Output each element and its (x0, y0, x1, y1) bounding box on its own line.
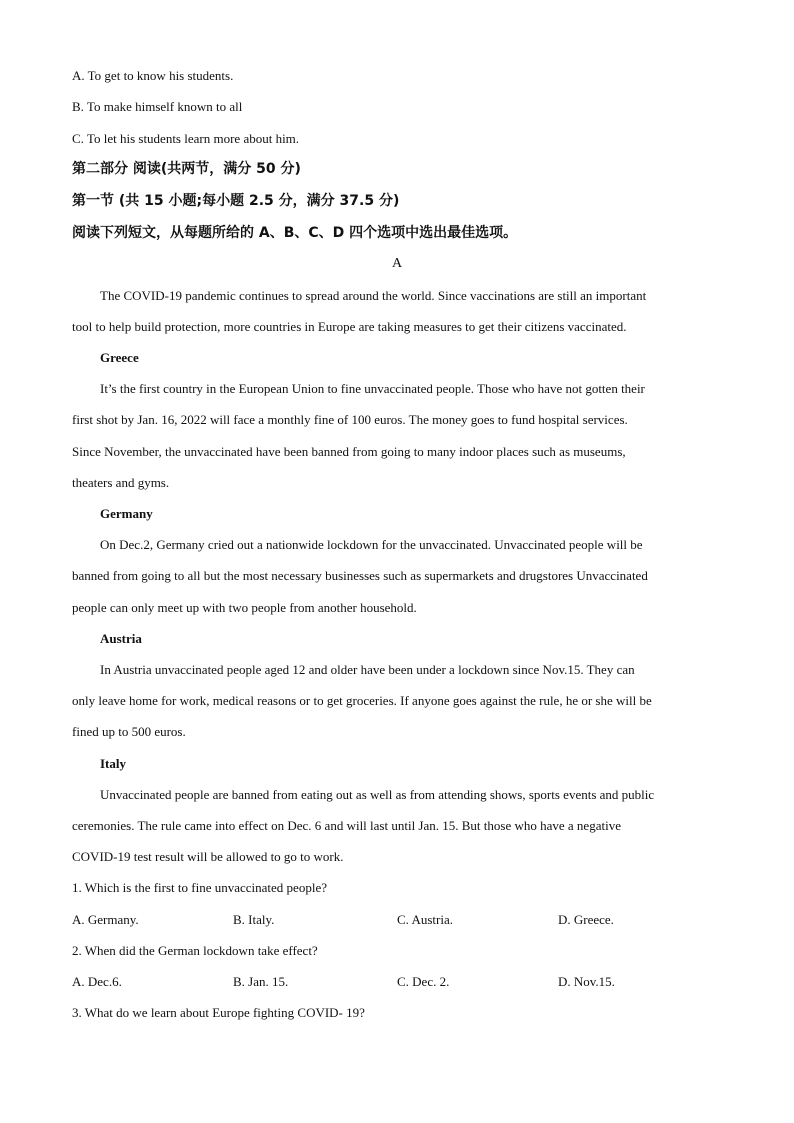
germany-line-3: people can only meet up with two people from another household. (72, 600, 417, 615)
section-title: 第二部分 阅读(共两节，满分 50 分) (72, 161, 301, 177)
question-2-stem: 2. When did the German lockdown take effect? (72, 943, 318, 958)
q2-option-d: D. Nov.15. (558, 974, 615, 989)
italy-line-3: COVID-19 test result will be allowed to go to work. (72, 849, 344, 864)
intro-line-1: The COVID-19 pandemic continues to spread around the world. Since vaccinations are still an important (100, 288, 647, 303)
germany-line-2: banned from going to all but the most necessary businesses such as supermarkets and drugstores Unvaccinated (72, 568, 648, 583)
austria-line-1: In Austria unvaccinated people aged 12 and older have been under a lockdown since Nov.15. They can (100, 662, 635, 677)
passage-label: A (391, 256, 403, 271)
q1-option-b: B. Italy. (233, 912, 275, 927)
q2-option-b: B. Jan. 15. (233, 974, 289, 989)
greece-line-1: It’s the first country in the European Union to fine unvaccinated people. Those who have not gotten their (100, 381, 645, 396)
subsection-title: 第一节 (共 15 小题;每小题 2.5 分，满分 37.5 分) (72, 193, 400, 209)
prev-option-b: B. To make himself known to all (72, 99, 243, 114)
italy-line-1: Unvaccinated people are banned from eating out as well as from attending shows, sports events and public (100, 787, 655, 802)
prev-option-a: A. To get to know his students. (72, 68, 234, 83)
italy-line-2: ceremonies. The rule came into effect on Dec. 6 and will last until Jan. 15. But those who have a negative (72, 818, 621, 833)
germany-line-1: On Dec.2, Germany cried out a nationwide lockdown for the unvaccinated. Unvaccinated people will be (100, 537, 643, 552)
q1-option-a: A. Germany. (72, 912, 139, 927)
greece-line-3: Since November, the unvaccinated have been banned from going to many indoor places such as museums, (72, 444, 626, 459)
italy-heading: Italy (100, 756, 126, 771)
austria-heading: Austria (100, 631, 142, 646)
greece-line-2: first shot by Jan. 16, 2022 will face a monthly fine of 100 euros. The money goes to fund hospital services. (72, 412, 628, 427)
austria-line-3: fined up to 500 euros. (72, 724, 186, 739)
prev-option-c: C. To let his students learn more about him. (72, 131, 300, 146)
germany-heading: Germany (100, 506, 153, 521)
intro-line-2: tool to help build protection, more countries in Europe are taking measures to get their citizens vaccinated. (72, 319, 627, 334)
question-3-stem: 3. What do we learn about Europe fighting COVID- 19? (72, 1005, 365, 1020)
q2-option-c: C. Dec. 2. (397, 974, 450, 989)
instructions: 阅读下列短文，从每题所给的 A、B、C、D 四个选项中选出最佳选项。 (72, 225, 518, 241)
question-1-stem: 1. Which is the first to fine unvaccinated people? (72, 880, 327, 895)
q1-option-d: D. Greece. (558, 912, 614, 927)
q1-option-c: C. Austria. (397, 912, 453, 927)
greece-heading: Greece (100, 350, 139, 365)
greece-line-4: theaters and gyms. (72, 475, 170, 490)
q2-option-a: A. Dec.6. (72, 974, 122, 989)
austria-line-2: only leave home for work, medical reasons or to get groceries. If anyone goes against the rule, he or she will be (72, 693, 652, 708)
